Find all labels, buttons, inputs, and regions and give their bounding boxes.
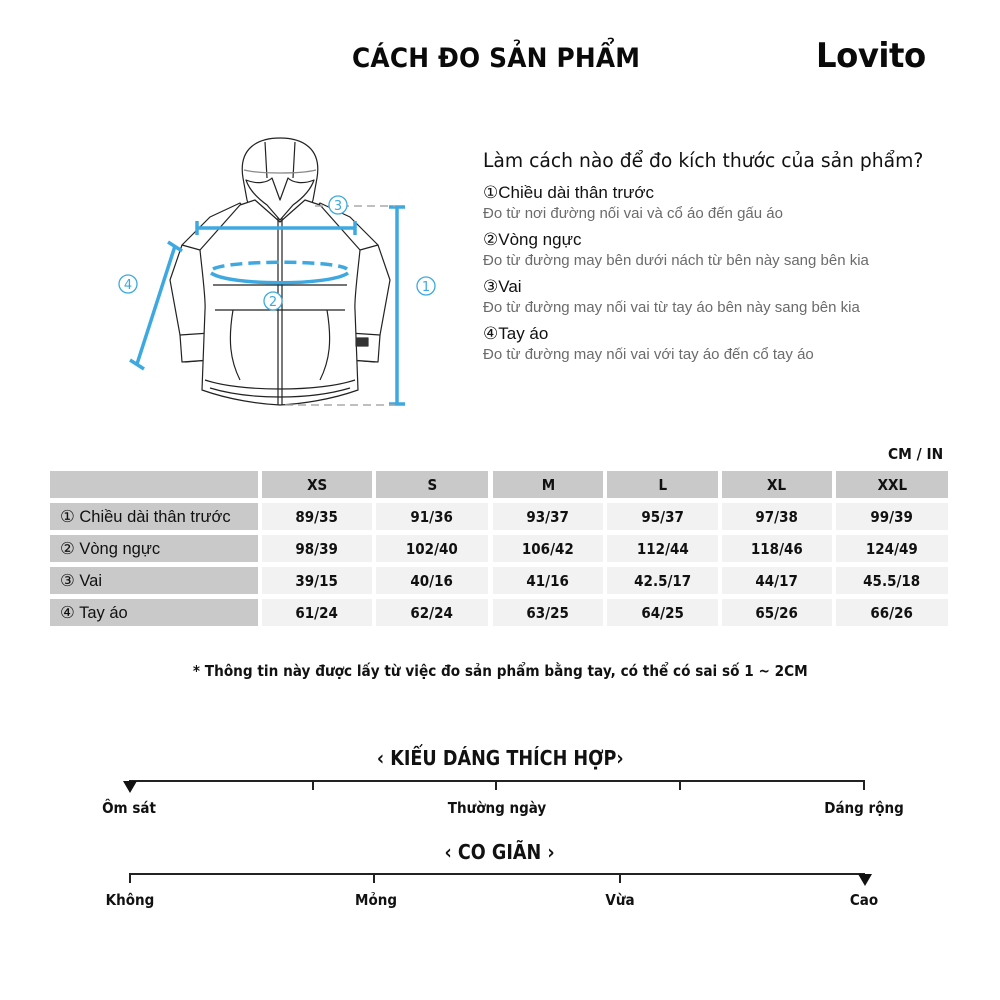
scale-tick (863, 780, 865, 790)
svg-text:1: 1 (421, 280, 431, 295)
page-title: CÁCH ĐO SẢN PHẨM (352, 43, 641, 74)
table-cell: 98/39 (262, 535, 372, 562)
fit-label-loose: Dáng rộng (824, 799, 904, 817)
scale-tick (312, 780, 314, 790)
svg-text:2: 2 (268, 295, 278, 310)
table-cell: 45.5/18 (836, 567, 948, 594)
stretch-label-slight: Mỏng (355, 891, 397, 909)
table-header-cell: XS (262, 471, 372, 498)
table-cell: 102/40 (376, 535, 488, 562)
row-label: ① Chiều dài thân trước (50, 503, 258, 530)
table-cell: 42.5/17 (607, 567, 718, 594)
table-cell: 91/36 (376, 503, 488, 530)
selected-marker-icon (858, 874, 872, 886)
jacket-measurement-diagram (110, 130, 450, 420)
row-label: ② Vòng ngực (50, 535, 258, 562)
table-cell: 97/38 (722, 503, 832, 530)
table-cell: 65/26 (722, 599, 832, 626)
table-header-cell: XL (722, 471, 832, 498)
scale-tick (679, 780, 681, 790)
guide-item-chest (483, 230, 953, 271)
stretch-label-high: Cao (849, 891, 879, 909)
fit-label-tight: Ôm sát (102, 799, 156, 817)
guide-item-shoulder (483, 277, 953, 318)
guide-item-title: ①Chiều dài thân trước (483, 183, 655, 202)
fit-scale-line (129, 780, 865, 782)
table-cell: 41/16 (493, 567, 603, 594)
fit-scale-title: ‹ KIỂU DÁNG THÍCH HỢP› (376, 746, 624, 770)
measurement-guide (483, 145, 953, 365)
table-cell: 64/25 (607, 599, 718, 626)
table-cell: 93/37 (493, 503, 603, 530)
guide-item-title: ④Tay áo (483, 324, 549, 343)
row-label: ③ Vai (50, 567, 258, 594)
svg-text:4: 4 (123, 278, 133, 293)
table-cell: 66/26 (836, 599, 948, 626)
table-cell: 89/35 (262, 503, 372, 530)
hoodie-jacket-icon (110, 130, 450, 420)
selected-marker-icon (123, 781, 137, 793)
table-header-cell (50, 471, 258, 498)
table-header-cell: XXL (836, 471, 948, 498)
brand-logo: Lovito (816, 36, 926, 76)
table-cell: 40/16 (376, 567, 488, 594)
table-cell: 44/17 (722, 567, 832, 594)
scale-tick (129, 873, 131, 883)
table-cell: 95/37 (607, 503, 718, 530)
table-cell: 63/25 (493, 599, 603, 626)
guide-item-desc: Đo từ đường may nối vai với tay áo đến cổ tay áo (483, 346, 814, 363)
guide-item-title: ②Vòng ngực (483, 230, 582, 249)
table-header-cell: S (376, 471, 488, 498)
table-cell: 99/39 (836, 503, 948, 530)
guide-item-body-length (483, 183, 953, 224)
guide-item-desc: Đo từ đường may nối vai từ tay áo bên này sang bên kia (483, 299, 860, 316)
table-header-cell: M (493, 471, 603, 498)
table-cell: 112/44 (607, 535, 718, 562)
table-cell: 61/24 (262, 599, 372, 626)
fit-label-regular: Thường ngày (447, 799, 547, 817)
guide-item-sleeve (483, 324, 953, 365)
stretch-scale-title: ‹ CO GIÃN › (444, 840, 556, 864)
scale-tick (373, 873, 375, 883)
stretch-label-none: Không (105, 891, 155, 909)
table-cell: 62/24 (376, 599, 488, 626)
unit-label: CM / IN (888, 445, 944, 463)
guide-item-title: ③Vai (483, 277, 522, 296)
guide-item-desc: Đo từ đường may bên dưới nách từ bên này sang bên kia (483, 252, 869, 269)
table-cell: 124/49 (836, 535, 948, 562)
table-cell: 39/15 (262, 567, 372, 594)
table-cell: 106/42 (493, 535, 603, 562)
guide-question: Làm cách nào để đo kích thước của sản phẩm? (483, 149, 924, 172)
stretch-scale-line (129, 873, 865, 875)
scale-tick (619, 873, 621, 883)
svg-text:3: 3 (333, 199, 343, 214)
row-label: ④ Tay áo (50, 599, 258, 626)
measurement-note: * Thông tin này được lấy từ việc đo sản phẩm bằng tay, có thể có sai số 1 ~ 2CM (192, 662, 808, 680)
scale-tick (495, 780, 497, 790)
table-cell: 118/46 (722, 535, 832, 562)
guide-item-desc: Đo từ nơi đường nối vai và cổ áo đến gấu áo (483, 205, 783, 222)
stretch-label-medium: Vừa (605, 891, 635, 909)
table-header-cell: L (607, 471, 718, 498)
